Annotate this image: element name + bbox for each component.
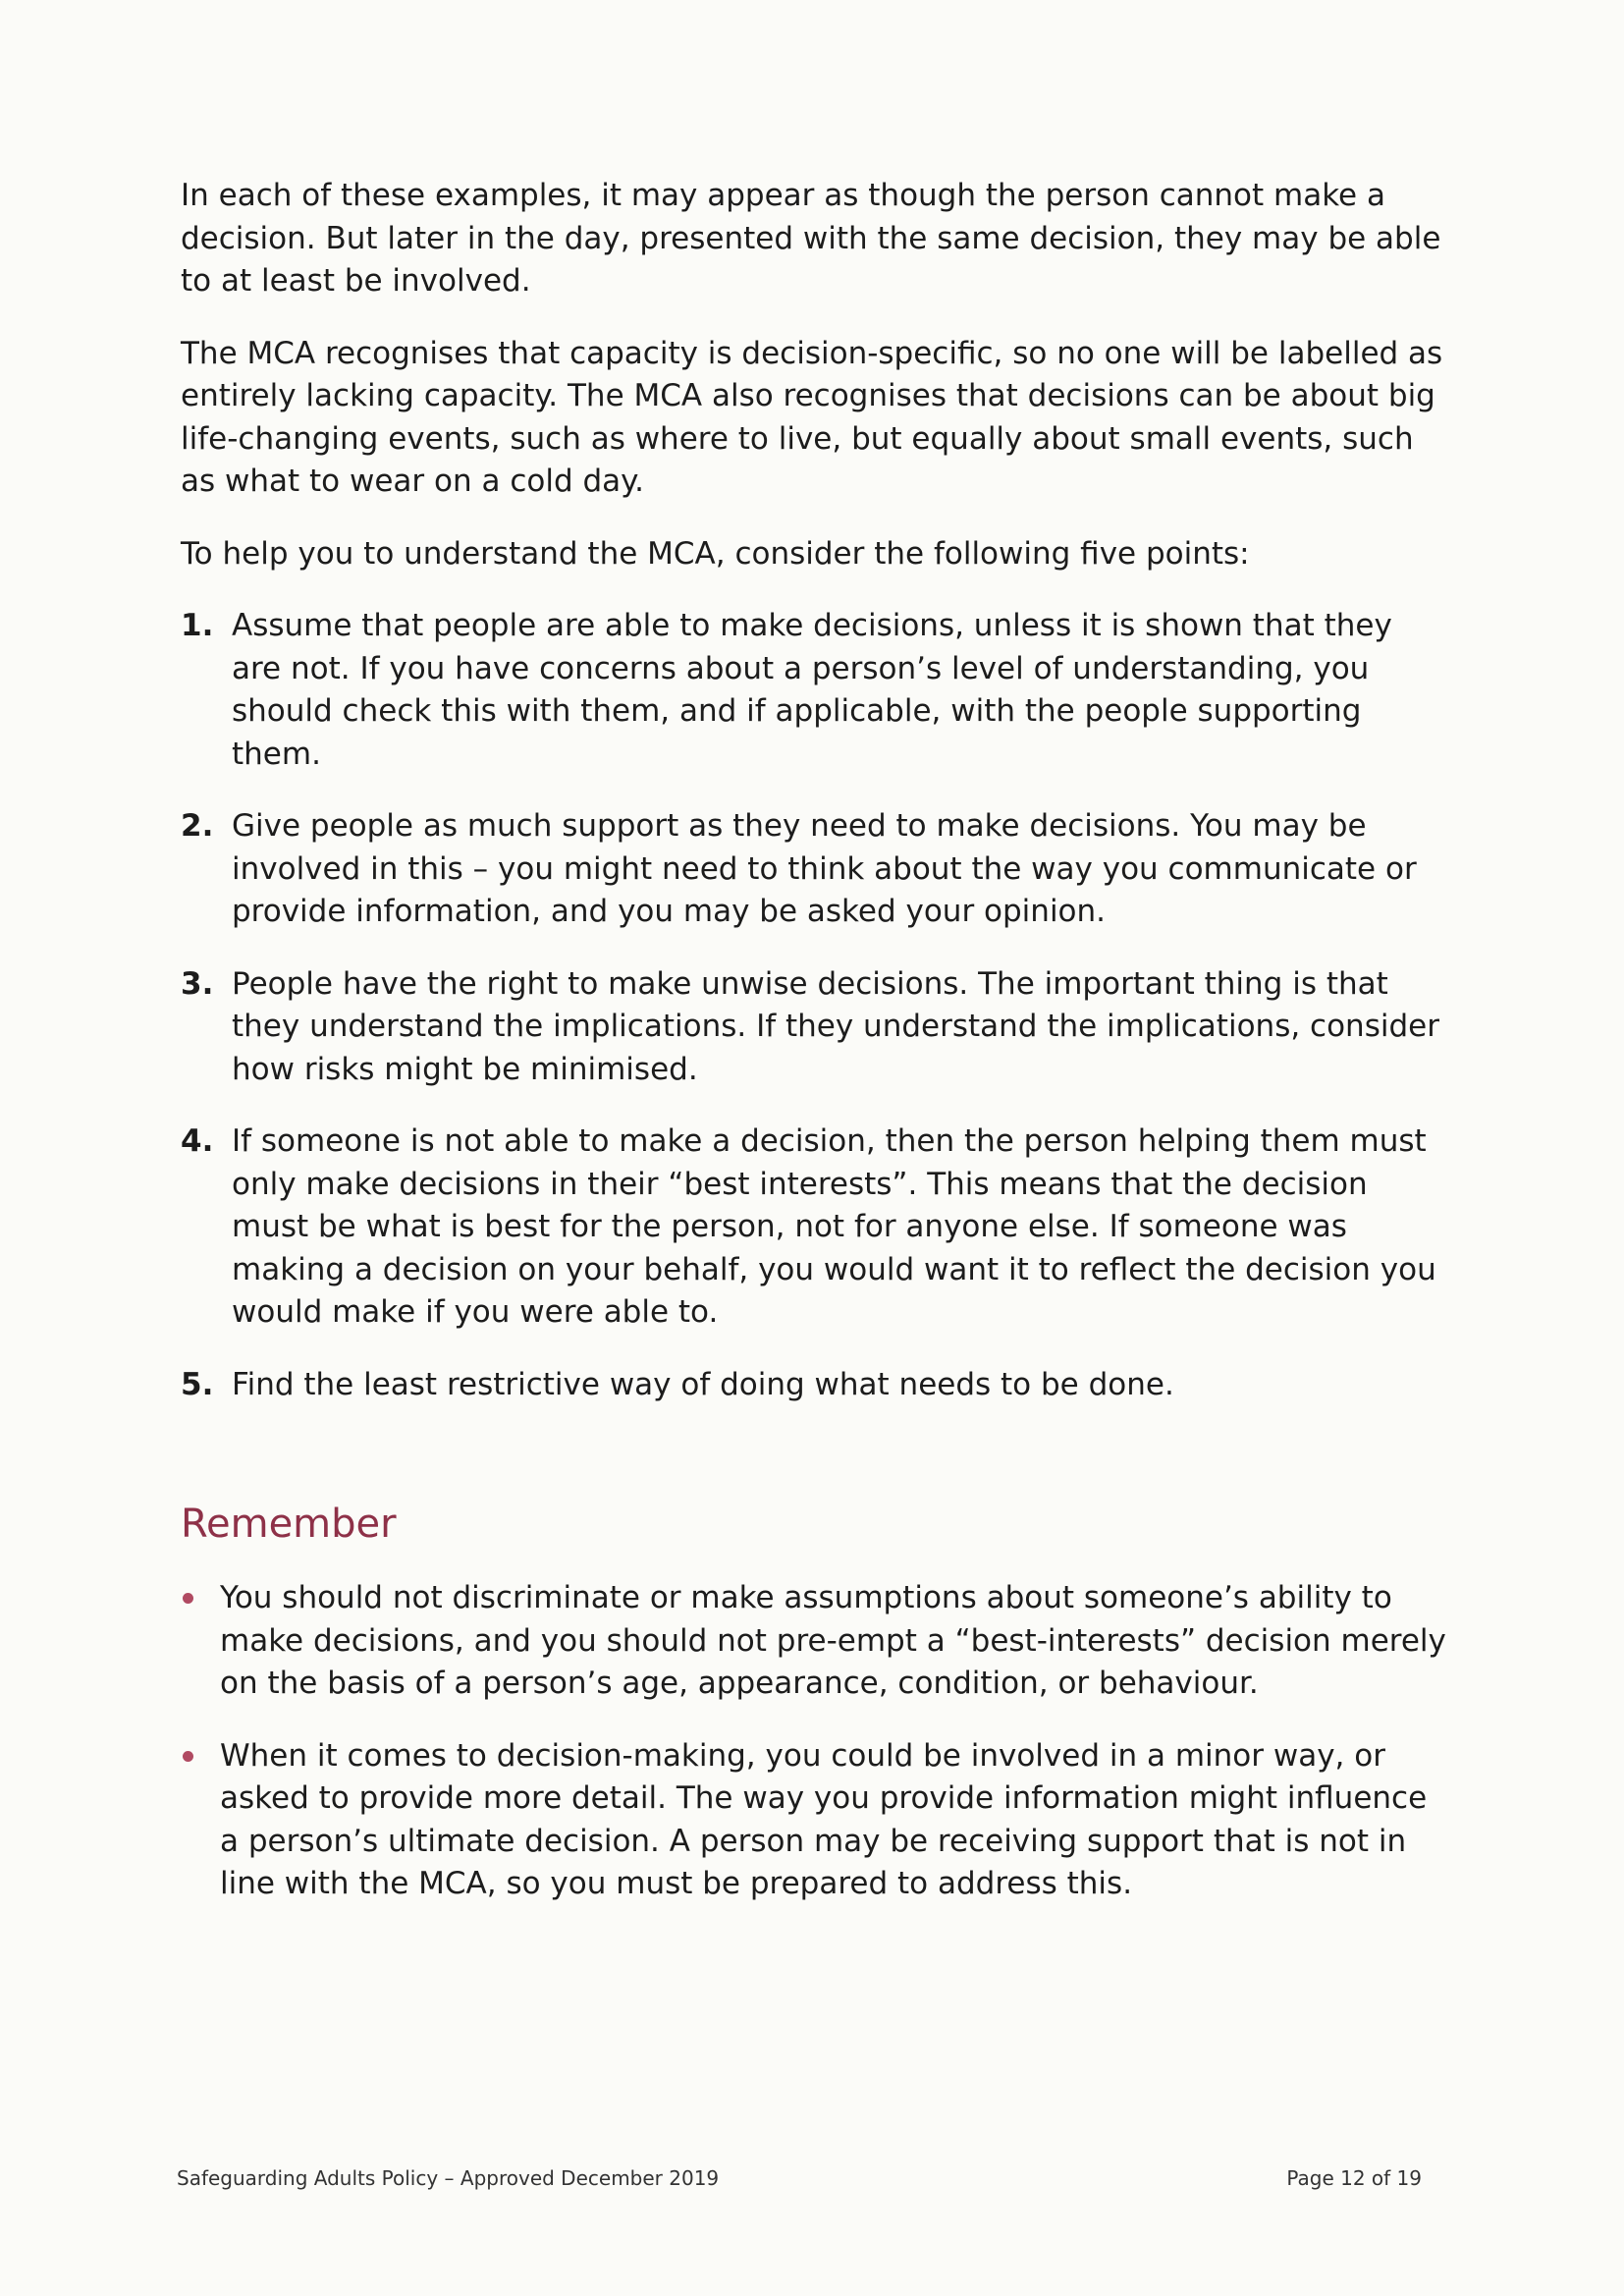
- list-item: [181, 1735, 1447, 1906]
- bullet-dot-icon: [183, 1751, 193, 1762]
- list-item: [181, 1121, 1447, 1335]
- page-footer: [177, 2166, 1422, 2190]
- list-number: 5.: [181, 1366, 214, 1402]
- bullet-text: When it comes to decision-making, you could be involved in a minor way, or asked to provide more detail. The way you provide information might influence a person’s ultimate decision. A person may be receiving support that is not in line with the MCA, so you must be prepared to address this.: [220, 1737, 1428, 1901]
- footer-page-number: Page 12 of 19: [1286, 2166, 1422, 2190]
- bullet-text: You should not discriminate or make assumptions about someone’s ability to make decisions, and you should not pre-empt a “best-interests” decision merely on the basis of a person’s age, appearance, condition, or behaviour.: [220, 1580, 1446, 1701]
- list-item: [181, 1364, 1447, 1407]
- list-number: 3.: [181, 965, 214, 1002]
- bullet-dot-icon: [183, 1593, 193, 1604]
- list-text: Give people as much support as they need to make decisions. You may be involved in this – you might need to think about the way you communicate or provide information, and you may be asked your opinion.: [232, 808, 1417, 929]
- footer-document-title: Safeguarding Adults Policy – Approved December 2019: [177, 2166, 720, 2190]
- list-item: [181, 805, 1447, 934]
- intro-paragraph-2: The MCA recognises that capacity is decision-specific, so no one will be labelled as entirely lacking capacity. The MCA also recognises that decisions can be about big life-changing events, such as where to live, but equally about small events, such as what to wear on a cold day.: [181, 335, 1443, 499]
- list-text: If someone is not able to make a decision, then the person helping them must only make decisions in their “best interests”. This means that the decision must be what is best for the person, not for anyone else. If someone was making a decision on your behalf, you would want it to reflect the decision you would make if you were able to.: [232, 1123, 1436, 1330]
- list-text: Assume that people are able to make decisions, unless it is shown that they are not. If you have concerns about a person’s level of understanding, you should check this with them, and if applicable, with the people supporting them.: [232, 608, 1392, 772]
- intro-paragraph-3: To help you to understand the MCA, consider the following five points:: [181, 535, 1250, 572]
- list-item: [181, 963, 1447, 1092]
- list-number: 2.: [181, 808, 214, 844]
- list-item: [181, 605, 1447, 776]
- page-body: [181, 175, 1447, 1936]
- list-number: 4.: [181, 1123, 214, 1159]
- remember-bullets: [181, 1577, 1447, 1906]
- remember-heading: Remember: [181, 1502, 397, 1547]
- list-text: People have the right to make unwise decisions. The important thing is that they understand the implications. If they understand the implications, consider how risks might be minimised.: [232, 965, 1439, 1087]
- list-number: 1.: [181, 608, 214, 643]
- intro-paragraph-1: In each of these examples, it may appear as though the person cannot make a decision. But later in the day, presented with the same decision, they may be able to at least be involved.: [181, 178, 1441, 299]
- list-text: Find the least restrictive way of doing what needs to be done.: [232, 1366, 1174, 1402]
- five-points-list: [181, 605, 1447, 1406]
- list-item: [181, 1577, 1447, 1706]
